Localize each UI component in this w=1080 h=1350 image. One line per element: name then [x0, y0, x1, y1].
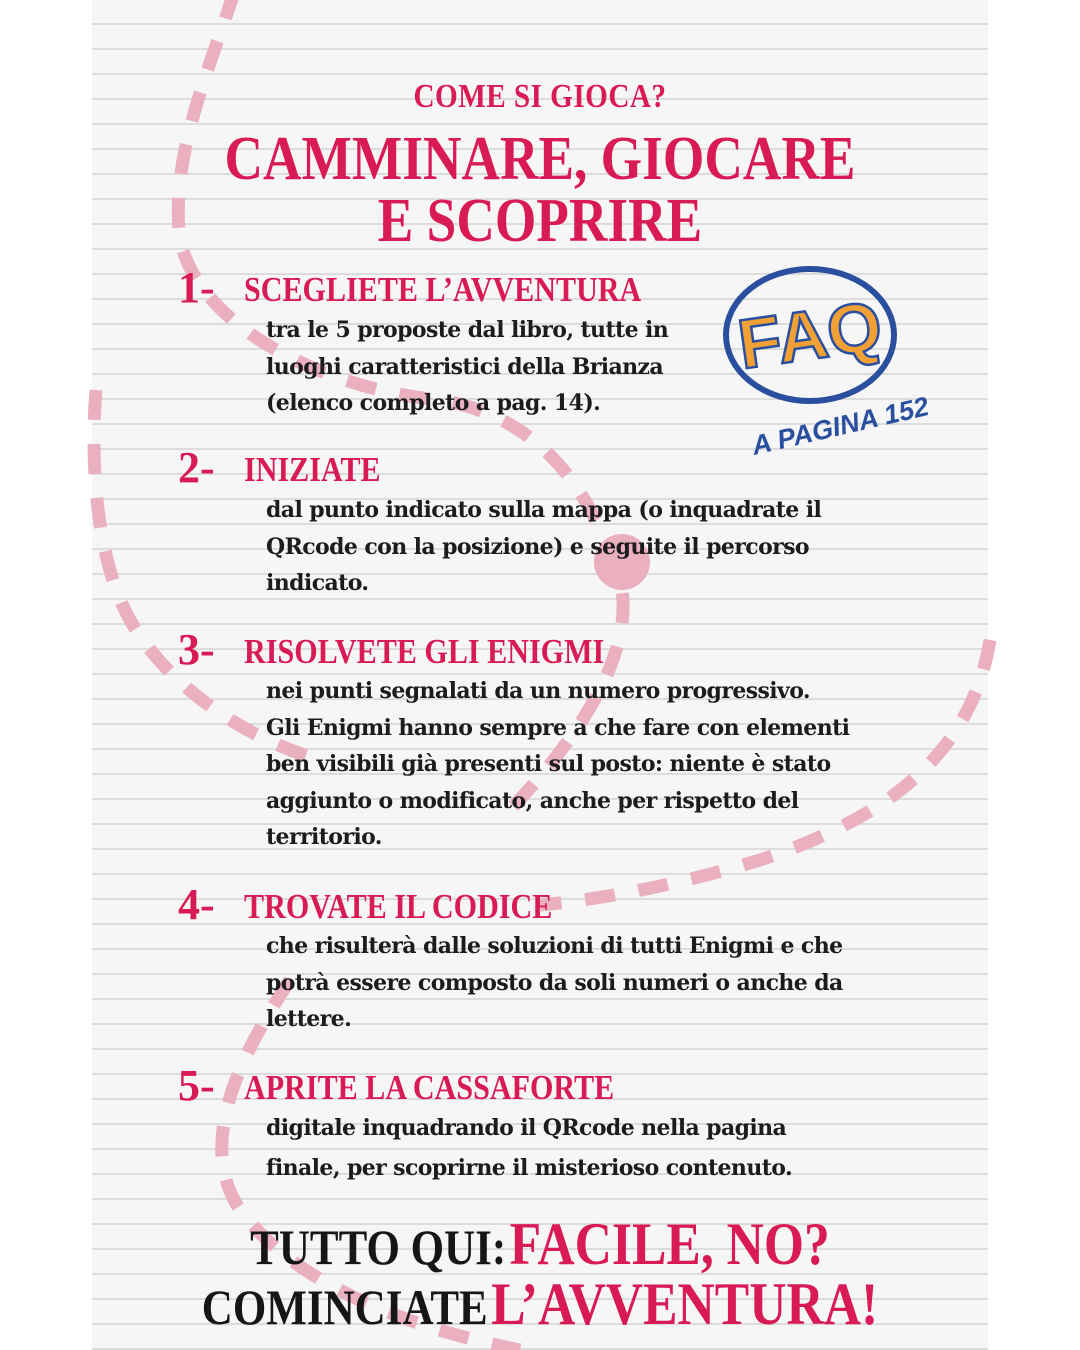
page-title-line-1: CAMMINARE, GIOCARE [224, 125, 856, 193]
step-2-description [266, 492, 926, 602]
step-4-line: lettere. [266, 1006, 352, 1032]
footer-line-1 [76, 1210, 1005, 1279]
footer-line-1-accent: FACILE, NO? [509, 1211, 830, 1277]
step-3-number: 3- [178, 625, 215, 674]
step-1-title: SCEGLIETE L’AVVENTURA [244, 270, 642, 309]
step-3-line: nei punti segnalati da un numero progressivo. [266, 678, 810, 704]
step-3-line: Gli Enigmi hanno sempre a che fare con elementi [266, 714, 850, 741]
page-title-line-2: E SCOPRIRE [377, 187, 703, 255]
step-4-line: potrà essere composto da soli numeri o anche da [266, 969, 843, 996]
step-3-description [266, 673, 926, 856]
step-5-title: APRITE LA CASSAFORTE [244, 1068, 615, 1107]
step-4-title: TROVATE IL CODICE [244, 887, 553, 926]
footer-line-2-dark: COMINCIATE [201, 1279, 488, 1335]
faq-badge[interactable] [700, 255, 950, 469]
step-5-line: digitale inquadrando il QRcode nella pagina [266, 1115, 787, 1141]
step-3-line: aggiunto o modificato, anche per rispetto del [266, 787, 799, 814]
step-4-number: 4- [178, 880, 215, 929]
step-4-description [266, 928, 926, 1038]
step-2-line: QRcode con la posizione) e seguite il percorso [266, 533, 809, 560]
step-1-line: tra le 5 proposte dal libro, tutte in [266, 317, 669, 343]
step-3-line: ben visibili già presenti sul posto: niente è stato [266, 751, 831, 777]
step-3-title: RISOLVETE GLI ENIGMI [244, 632, 605, 671]
section-kicker: COME SI GIOCA? [413, 78, 667, 115]
step-2-line: dal punto indicato sulla mappa (o inquadrate il [266, 497, 822, 523]
step-3-line: territorio. [266, 824, 382, 850]
step-1-number: 1- [178, 263, 215, 312]
step-1-line: luoghi caratteristici della Brianza [266, 353, 664, 380]
step-5-line: finale, per scoprirne il misterioso contenuto. [266, 1155, 793, 1181]
footer-line-1-dark: TUTTO QUI: [250, 1219, 507, 1275]
faq-logo-icon [700, 255, 950, 465]
step-2-number: 2- [178, 443, 215, 492]
page-title [76, 125, 1005, 255]
step-2-title: INIZIATE [244, 450, 381, 489]
step-5-description [266, 1108, 926, 1188]
step-5-number: 5- [178, 1061, 215, 1110]
faq-logo-text: FAQ [733, 286, 887, 384]
step-1-line: (elenco completo a pag. 14). [266, 390, 601, 416]
step-4-line: che risulterà dalle soluzioni di tutti Enigmi e che [266, 933, 843, 959]
step-2-line: indicato. [266, 570, 369, 596]
footer-line-2-accent: L’AVVENTURA! [491, 1271, 879, 1337]
faq-caption: A PAGINA 152 [748, 391, 932, 461]
footer-line-2 [76, 1270, 1005, 1339]
